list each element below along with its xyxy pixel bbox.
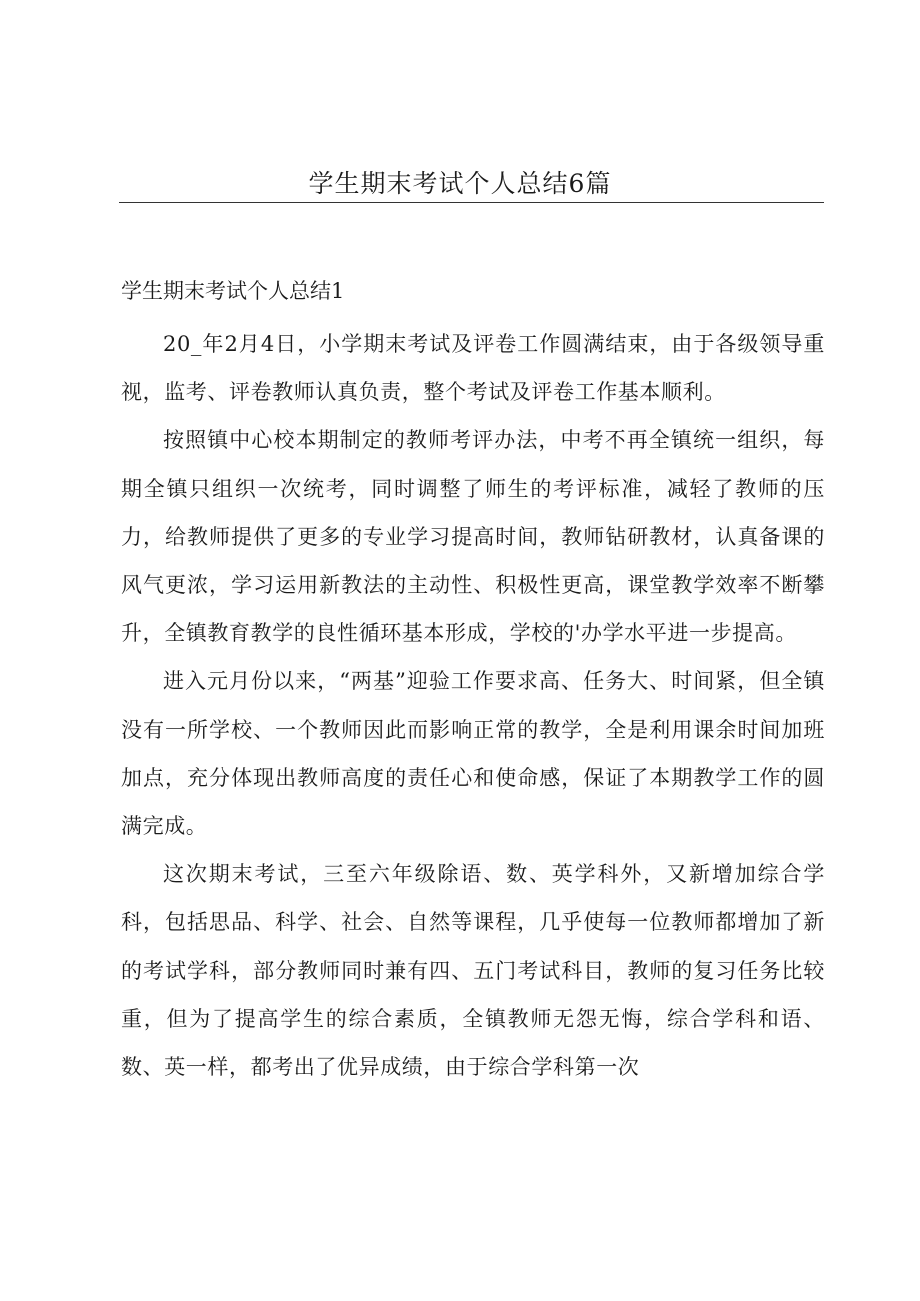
- paragraph-3: 进入元月份以来，“两基”迎验工作要求高、任务大、时间紧，但全镇没有一所学校、一个教师因此而影响正常的教学，全是利用课余时间加班加点，充分体现出教师高度的责任心和使命感，保证了本期教学工作的圆满完成。: [121, 669, 825, 839]
- document-title: 学生期末考试个人总结6篇: [308, 169, 612, 198]
- paragraph-4: 这次期末考试，三至六年级除语、数、英学科外，又新增加综合学科，包括思品、科学、社会、自然等课程，几乎使每一位教师都增加了新的考试学科，部分教师同时兼有四、五门考试科目，教师的复习任务比较重，但为了提高学生的综合素质，全镇教师无怨无悔，综合学科和语、数、英一样，都考出了优异成绩，由于综合学科第一次: [121, 862, 825, 1080]
- paragraph-2: 按照镇中心校本期制定的教师考评办法，中考不再全镇统一组织，每期全镇只组织一次统考，同时调整了师生的考评标准，减轻了教师的压力，给教师提供了更多的专业学习提高时间，教师钻研教材，认真备课的风气更浓，学习运用新教法的主动性、积极性更高，课堂教学效率不断攀升，全镇教育教学的良性循环基本形成，学校的'办学水平进一步提高。: [121, 428, 825, 646]
- section-heading: 学生期末考试个人总结1: [121, 279, 345, 303]
- title-underline: [119, 202, 824, 203]
- body-text: [121, 320, 825, 1091]
- paragraph-1: 20_年2月4日，小学期末考试及评卷工作圆满结束，由于各级领导重视，监考、评卷教师认真负责，整个考试及评卷工作基本顺利。: [121, 332, 825, 405]
